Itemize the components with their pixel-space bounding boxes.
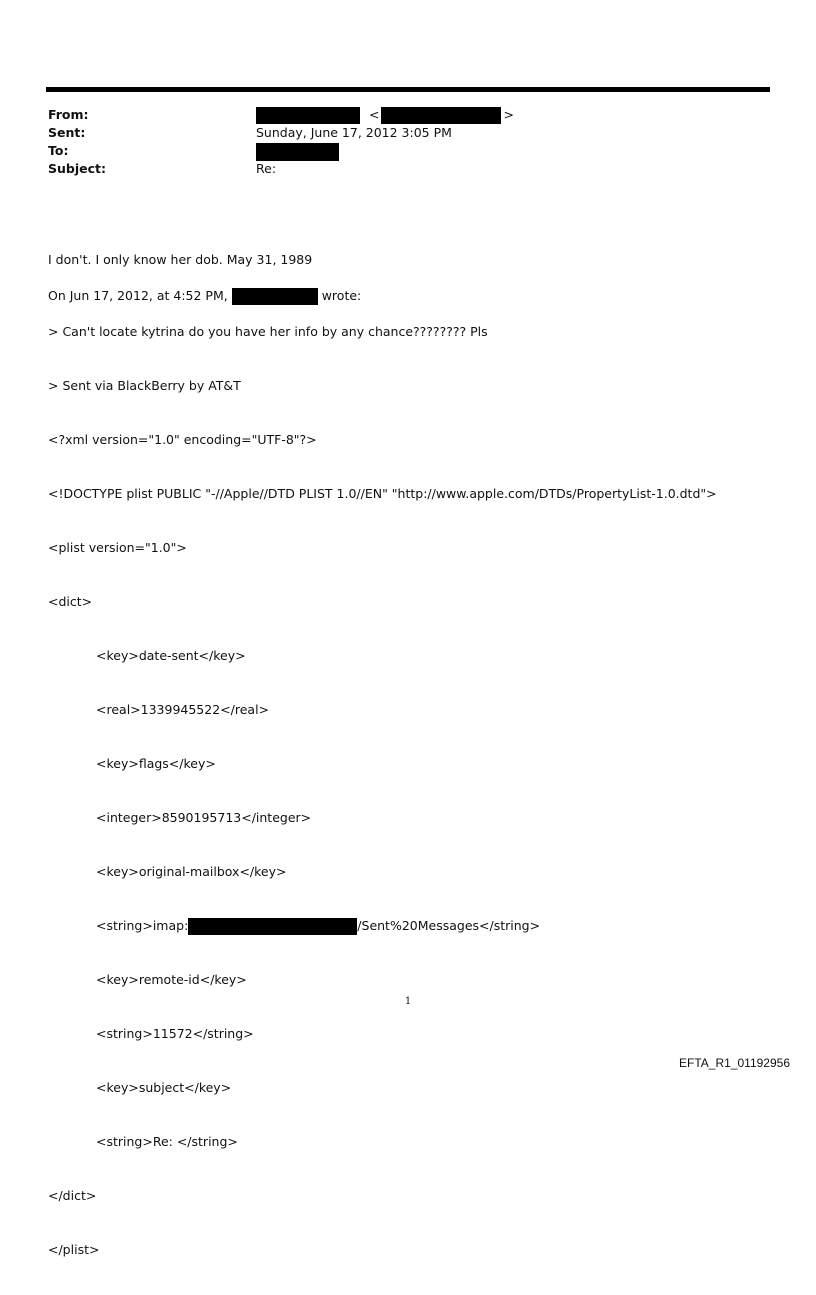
xml-dict-line: <key>subject</key> [96,1080,232,1095]
redaction-to [256,143,339,161]
from-label: From: [48,107,89,122]
from-close-bracket: > [503,107,514,122]
to-label: To: [48,143,69,158]
quote-intro-suffix: wrote: [321,288,362,303]
xml-dict-line: <key>remote-id</key> [96,972,247,987]
quoted-line: > Sent via BlackBerry by AT&T [48,378,241,393]
xml-line: <plist version="1.0"> [48,540,187,555]
header-divider [46,87,770,92]
xml-dict-line: <string>Re: </string> [96,1134,238,1149]
xml-dict-line: <integer>8590195713</integer> [96,810,312,825]
from-open-bracket: < [368,107,380,122]
xml-line: <dict> [48,594,93,609]
to-value [256,142,339,161]
xml-imap-line [48,917,717,935]
xml-line: <?xml version="1.0" encoding="UTF-8"?> [48,432,317,447]
sent-row [48,124,768,142]
email-header [48,106,768,178]
redaction-imap [188,918,357,935]
xml-dict-line: <real>1339945522</real> [96,702,270,717]
xml-line: </plist> [48,1242,100,1257]
imap-prefix: <string>imap: [96,918,189,933]
xml-dict-line: <key>original-mailbox</key> [96,864,287,879]
xml-dict-line: <key>flags</key> [96,756,216,771]
subject-label: Subject: [48,161,106,176]
from-value [256,106,514,124]
xml-dict-line: <string>11572</string> [96,1026,254,1041]
redaction-from-name [256,107,360,124]
reply-line: I don't. I only know her dob. May 31, 1989 [48,252,313,267]
page-number: 1 [404,996,412,1007]
sent-label: Sent: [48,125,86,140]
subject-row [48,160,768,178]
subject-value: Re: [256,161,277,176]
to-row [48,142,768,160]
xml-line: </dict> [48,1188,97,1203]
imap-suffix: /Sent%20Messages</string> [357,918,541,933]
bates-number: EFTA_R1_01192956 [679,1056,790,1070]
quoted-message [48,287,717,1295]
redaction-from-email [381,107,501,124]
quote-intro-prefix: On Jun 17, 2012, at 4:52 PM, [48,288,228,303]
sent-value: Sunday, June 17, 2012 3:05 PM [256,125,452,140]
xml-dict-line: <key>date-sent</key> [96,648,246,663]
from-row [48,106,768,124]
xml-line: <!DOCTYPE plist PUBLIC "-//Apple//DTD PLIST 1.0//EN" "http://www.apple.com/DTDs/PropertyList-1.0.dtd"> [48,486,717,501]
quoted-line: > Can't locate kytrina do you have her info by any chance???????? Pls [48,324,488,339]
